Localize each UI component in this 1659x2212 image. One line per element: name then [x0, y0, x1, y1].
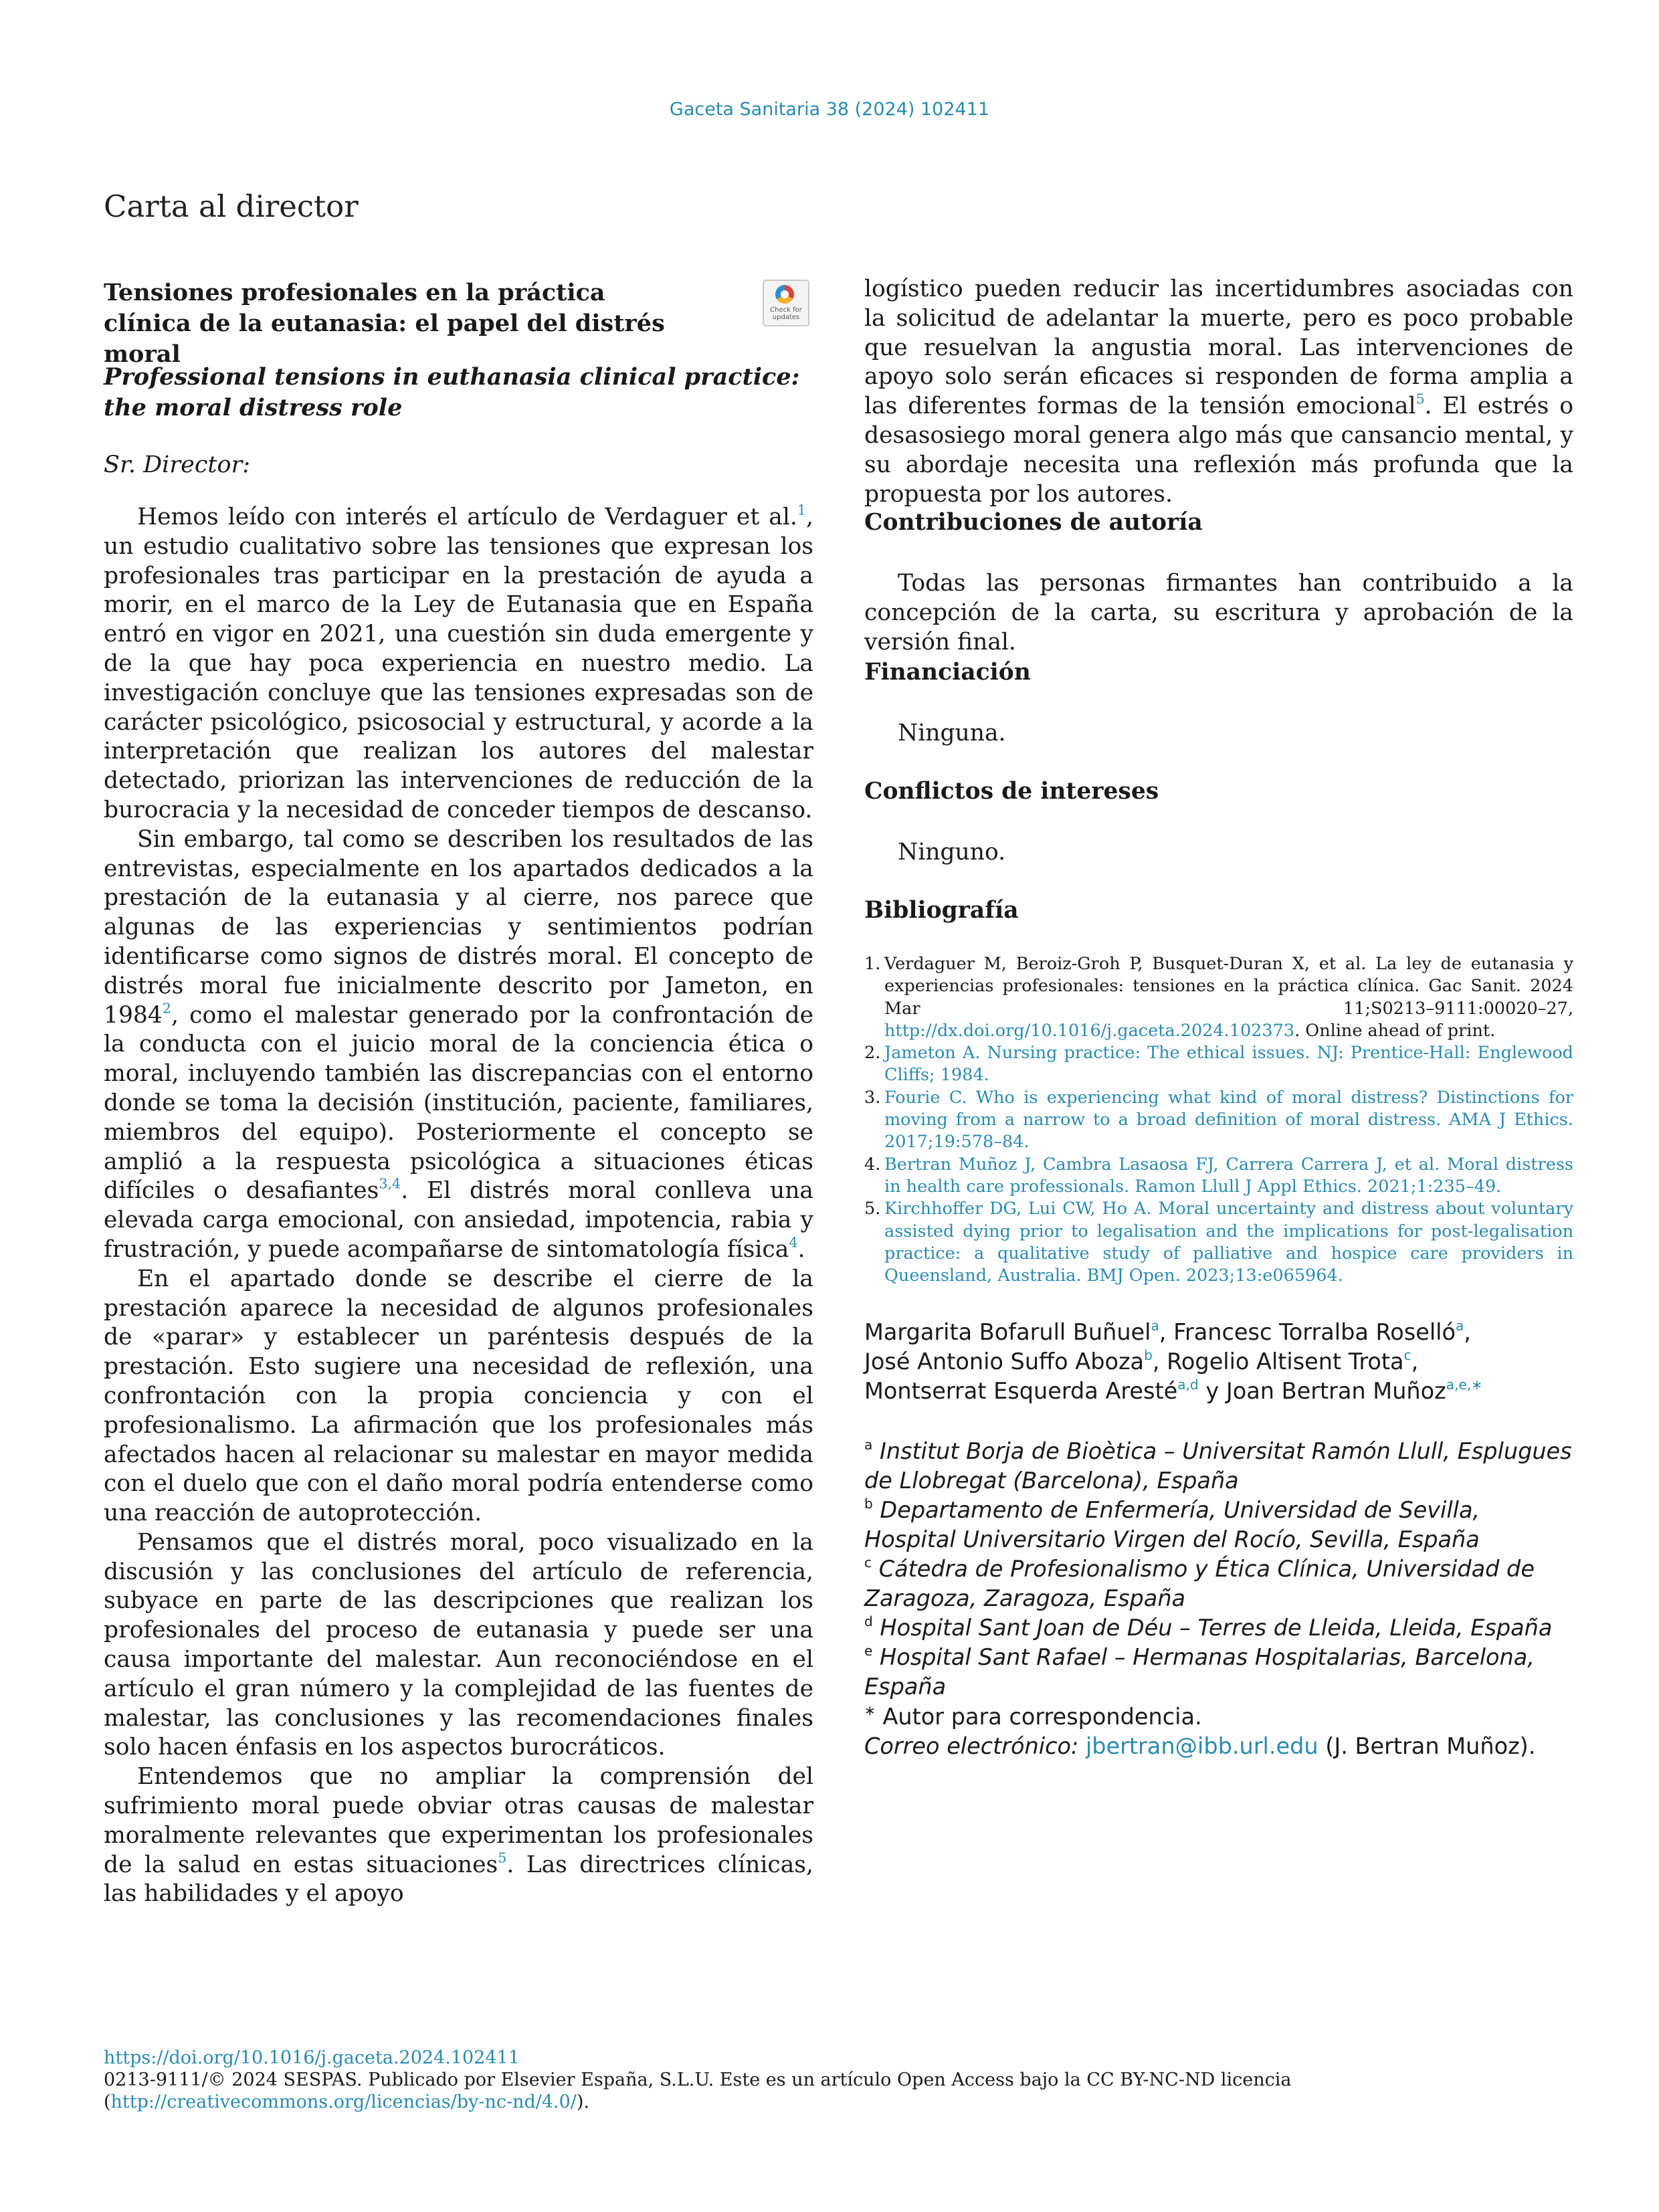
crossmark-icon — [775, 285, 794, 304]
author-name: Joan Bertran Muñoz — [1226, 1378, 1446, 1404]
article-title-es: Tensiones profesionales en la práctica clínica de la eutanasia: el papel del distrés moral — [104, 279, 665, 368]
paragraph-3: En el apartado donde se describe el cierre de la prestación aparece la necesidad de algunos profesionales de «parar» y establecer un paréntesis después de la prestación. Esto sugiere una necesidad de reflexión, una confrontación con la propia conciencia y con el profesionalismo. La afirmación que los profesionales más afectados hacen al relacionar su malestar en mayor medida con el duelo que con el daño moral podría entenderse como una reacción de autoprotección. — [104, 1265, 813, 1527]
affiliation-text: Hospital Sant Joan de Déu – Terres de Lleida, Lleida, España — [880, 1615, 1553, 1641]
affiliation-marker[interactable]: a,d — [1177, 1376, 1199, 1393]
reference-item — [864, 1198, 1573, 1287]
affiliation-list — [864, 1437, 1573, 1702]
text-span: Sin embargo, tal como se describen los resultados de las entrevistas, especialmente en los apartados dedicados a la prestación de la eutanasia y al cierre, nos parece que algunas de las experiencias y sentimientos podrían identificarse como signos de distrés moral. El concepto de distrés moral fue inicialmente descrito por Jameton, en 1984 — [104, 825, 813, 1029]
affiliation-text: Departamento de Enfermería, Universidad de Sevilla, Hospital Universitario Virgen del Rocío, Sevilla, España — [864, 1497, 1480, 1552]
body-left-column — [104, 503, 813, 1909]
email-label: Correo electrónico: — [864, 1733, 1079, 1759]
affiliation-marker[interactable]: a — [1151, 1317, 1159, 1334]
crossmark-label: Check for updates — [770, 306, 802, 321]
page-footer — [104, 2047, 1573, 2113]
reference-item — [864, 1154, 1573, 1199]
affiliation-key: b — [864, 1495, 873, 1512]
conflicts-heading: Conflictos de intereses — [864, 778, 1159, 805]
affiliation-item — [864, 1643, 1573, 1702]
reference-link[interactable]: Fourie C. Who is experiencing what kind of moral distress? Distinctions for moving from a narrow to a broad definition of moral distress. AMA J Ethics. 2017;19:578–84. — [884, 1087, 1573, 1152]
corresponding-author-note — [864, 1702, 1573, 1732]
paragraph-2 — [104, 825, 813, 1265]
affiliation-marker[interactable]: c — [1403, 1346, 1411, 1363]
reference-item — [864, 1042, 1573, 1087]
affiliation-marker[interactable] — [1446, 1377, 1482, 1393]
article-title-en: Professional tensions in euthanasia clinical practice: the moral distress role — [104, 363, 800, 421]
reference-tail: . Online ahead of print. — [1294, 1020, 1496, 1041]
journal-header[interactable]: Gaceta Sanitaria 38 (2024) 102411 — [669, 99, 990, 120]
corresponding-star: ∗ — [864, 1702, 876, 1718]
text-span: . El distrés moral conlleva una elevada carga emocional, con ansiedad, impotencia, rabia y frustración, y puede acompañarse de sintomatología física — [104, 1177, 813, 1263]
license-text: 0213-9111/© 2024 SESPAS. Publicado por Elsevier España, S.L.U. Este es un artículo Open Access bajo la CC BY-NC-ND licencia ( — [104, 2070, 1292, 2112]
citation-link[interactable]: 2 — [162, 1000, 171, 1017]
citation-link[interactable]: 5 — [1416, 391, 1425, 407]
reference-number: 1. — [864, 954, 881, 974]
salutation: Sr. Director: — [104, 451, 251, 478]
affiliation-key: a — [864, 1436, 873, 1453]
affiliation-item — [864, 1554, 1573, 1613]
text-span: . Las directrices clínicas, las habilidades y el apoyo — [104, 1851, 813, 1908]
text-span: logístico pueden reducir las incertidumbres asociadas con la solicitud de adelantar la muerte, pero es poco probable que resuelvan la angustia moral. Las intervenciones de apoyo solo serán eficaces si responden de forma amplia a las diferentes formas de la tensión emocional — [864, 276, 1573, 420]
reference-number: 5. — [864, 1199, 881, 1219]
paragraph-5-continued — [864, 275, 1573, 509]
license-tail: ). — [576, 2092, 590, 2112]
reference-text: Verdaguer M, Beroiz-Groh P, Busquet-Duran X, et al. La ley de eutanasia y experiencias profesionales: tensiones en la práctica clínica. Gac Sanit. 2024 Mar 11;S0213–9111:00020–27, — [884, 954, 1573, 1019]
author-name: José Antonio Suffo Aboza — [864, 1348, 1145, 1375]
affiliation-key: c — [864, 1554, 872, 1571]
paragraph-1 — [104, 503, 813, 825]
reference-item — [864, 1087, 1573, 1154]
author-name: Montserrat Esquerda Aresté — [864, 1378, 1178, 1404]
reference-number: 4. — [864, 1154, 881, 1175]
reference-item — [864, 953, 1573, 1042]
affiliation-item — [864, 1613, 1573, 1643]
affiliation-keys: a,e, — [1446, 1376, 1472, 1393]
affiliation-text: Institut Borja de Bioètica – Universitat Ramón Llull, Esplugues de Llobregat (Barcelona), España — [864, 1438, 1572, 1494]
email-link[interactable]: jbertran@ibb.url.edu — [1085, 1733, 1319, 1759]
funding-heading: Financiación — [864, 659, 1031, 686]
author-list: Margarita Bofarull Buñuel$^a$, Francesc Torralba Roselló$^a$, José Antonio Suffo Aboza$^b$, Rogelio Altisent Trota$^c$, Montserrat Esquerda Aresté$^{a,d}$ y Joan Bertran Muñoz$^{a,e,∗}$ — [864, 1317, 1483, 1404]
citation-link[interactable]: 5 — [498, 1849, 507, 1866]
reference-link[interactable]: http://dx.doi.org/10.1016/j.gaceta.2024.102373 — [884, 1020, 1295, 1041]
citation-link[interactable]: 4 — [789, 1234, 798, 1251]
text-span: Entendemos que no ampliar la comprensión del sufrimiento moral puede obviar otras causas de malestar moralmente relevantes que experimentan los profesionales de la salud en estas situaciones — [104, 1763, 813, 1878]
affiliation-marker[interactable]: a — [1455, 1317, 1464, 1334]
bibliography-heading: Bibliografía — [864, 897, 1019, 924]
affiliation-key: e — [864, 1642, 873, 1659]
affiliation-text: Cátedra de Profesionalismo y Ética Clínica, Universidad de Zaragoza, Zaragoza, España — [864, 1556, 1535, 1611]
paragraph-4: Pensamos que el distrés moral, poco visualizado en la discusión y las conclusiones del artículo de referencia, subyace en parte de las descripciones que realizan los profesionales del proceso de eutanasia y puede ser una causa importante del malestar. Aun reconociéndose en el artículo el gran número y la complejidad de las fuentes de malestar, las conclusiones y las recomendaciones finales solo hacen énfasis en los aspectos burocráticos. — [104, 1528, 813, 1761]
author-name: Rogelio Altisent Trota — [1167, 1348, 1404, 1375]
citation-link[interactable]: 1 — [797, 502, 807, 518]
author-name: Margarita Bofarull Buñuel — [864, 1319, 1151, 1345]
affiliation-item — [864, 1437, 1573, 1496]
reference-link[interactable]: Bertran Muñoz J, Cambra Lasaosa FJ, Carrera Carrera J, et al. Moral distress in health care professionals. Ramon Llull J Appl Ethics. 2021;1:235–49. — [884, 1154, 1573, 1197]
reference-list — [864, 953, 1573, 1287]
email-owner: (J. Bertran Muñoz). — [1325, 1733, 1536, 1759]
funding-text: Ninguna. — [898, 720, 1006, 746]
author-conjunction: y — [1205, 1378, 1219, 1404]
body-right-column — [864, 275, 1573, 509]
author-name: Francesc Torralba Roselló — [1173, 1319, 1456, 1345]
affiliation-item — [864, 1496, 1573, 1554]
text-span: , como el malestar generado por la confrontación de la conducta con el juicio moral de la conciencia ética o moral, incluyendo también las discrepancias con el entorno donde se toma la decisión (institución, paciente, familiares, miembros del equipo). Posteriormente el concepto se amplió a la respuesta psicológica a situaciones éticas difíciles o desafiantes — [104, 1001, 813, 1205]
conflicts-text: Ninguno. — [898, 839, 1006, 866]
check-for-updates-button[interactable] — [763, 280, 809, 326]
citation-link[interactable]: 3,4 — [379, 1175, 401, 1192]
text-span: . — [797, 1235, 805, 1263]
affiliation-marker[interactable]: b — [1144, 1346, 1153, 1363]
paragraph-5 — [104, 1763, 813, 1909]
reference-link[interactable]: Jameton A. Nursing practice: The ethical issues. NJ: Prentice-Hall: Englewood Cliffs; 1984. — [884, 1043, 1573, 1086]
email-line — [864, 1732, 1573, 1761]
text-span: Hemos leído con interés el artículo de Verdaguer et al. — [137, 504, 797, 530]
reference-link[interactable]: Kirchhoffer DG, Lui CW, Ho A. Moral uncertainty and distress about voluntary assisted dying prior to legalisation and the implications for post-legalisation practice: a qualitative study of palliative and hospice care providers in Queensland, Australia. BMJ Open. 2023;13:e065964. — [884, 1199, 1573, 1286]
affiliation-key: d — [864, 1613, 873, 1629]
section-label: Carta al director — [104, 189, 359, 224]
correspondence-label: Autor para correspondencia. — [882, 1704, 1202, 1730]
correspondence-block — [864, 1702, 1573, 1761]
license-link[interactable]: http://creativecommons.org/licencias/by-nc-nd/4.0/ — [110, 2092, 577, 2112]
affiliation-text: Hospital Sant Rafael – Hermanas Hospitalarias, Barcelona, España — [864, 1644, 1535, 1700]
contributions-text: Todas las personas firmantes han contribuido a la concepción de la carta, su escritura y aprobación de la versión final. — [864, 570, 1573, 656]
reference-number: 3. — [864, 1087, 881, 1108]
text-span: . El estrés o desasosiego moral genera algo más que cansancio mental, y su abordaje necesita una reflexión más profunda que la propuesta por los autores. — [864, 393, 1573, 508]
contributions-heading: Contribuciones de autoría — [864, 509, 1203, 536]
reference-number: 2. — [864, 1043, 881, 1064]
text-span: , un estudio cualitativo sobre las tensiones que expresan los profesionales tras participar en la prestación de ayuda a morir, en el marco de la Ley de Eutanasia que en España entró en vigor en 2021, una cuestión sin duda emergente y de la que hay poca experiencia en nuestro medio. La investigación concluye que las tensiones expresadas son de carácter psicológico, psicosocial y estructural, y acorde a la interpretación que realizan los autores del malestar detectado, priorizan las intervenciones de reducción de la burocracia y la necesidad de conceder tiempos de descanso. — [104, 504, 813, 823]
doi-link[interactable]: https://doi.org/10.1016/j.gaceta.2024.102411 — [104, 2047, 520, 2068]
corresponding-author-marker: ∗ — [1471, 1376, 1483, 1393]
